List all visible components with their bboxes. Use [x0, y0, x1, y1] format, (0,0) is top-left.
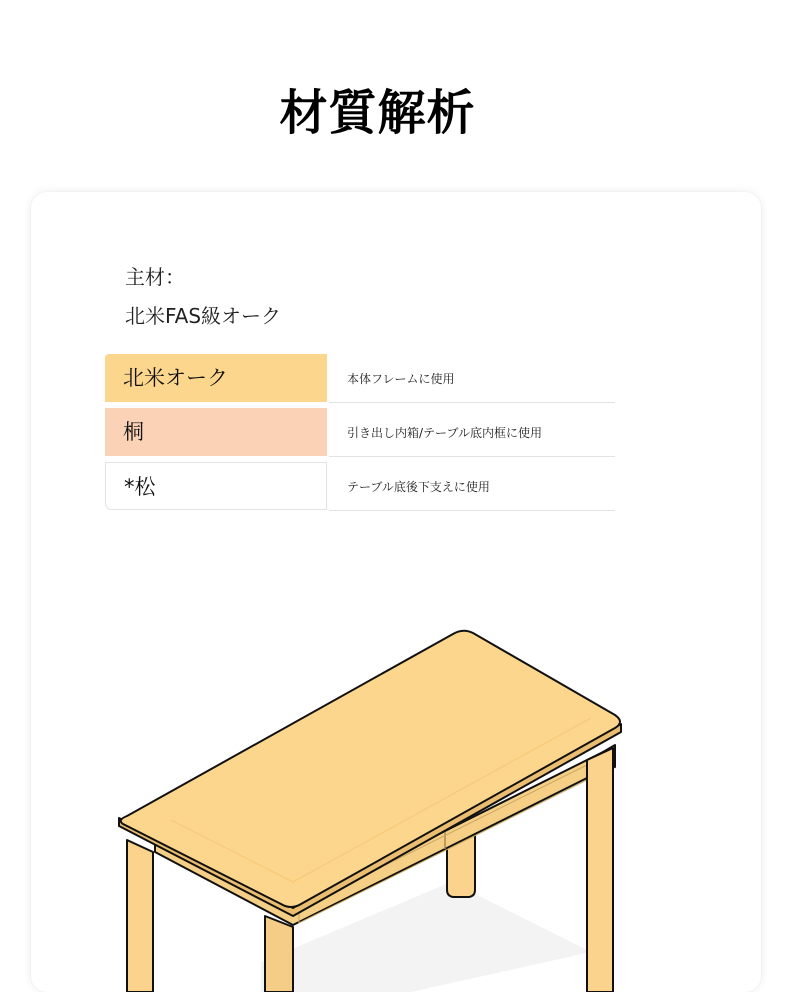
front-corner-leg [265, 916, 293, 992]
desk-icon [31, 192, 761, 992]
main-material-label: 主材： [125, 265, 185, 289]
material-name: 北米オーク [105, 354, 327, 402]
material-card [31, 192, 761, 992]
material-description: 本体フレームに使用 [347, 372, 455, 386]
material-name: 桐 [105, 408, 327, 456]
material-description: 引き出し内箱/テーブル底内框に使用 [347, 426, 542, 440]
main-material-value: 北米FAS級オーク [125, 304, 282, 328]
material-name: *松 [105, 462, 327, 510]
material-description: テーブル底後下支えに使用 [347, 480, 490, 494]
front-right-leg [587, 748, 613, 992]
front-left-leg [127, 840, 153, 992]
page-title: 材質解析 [279, 85, 476, 141]
